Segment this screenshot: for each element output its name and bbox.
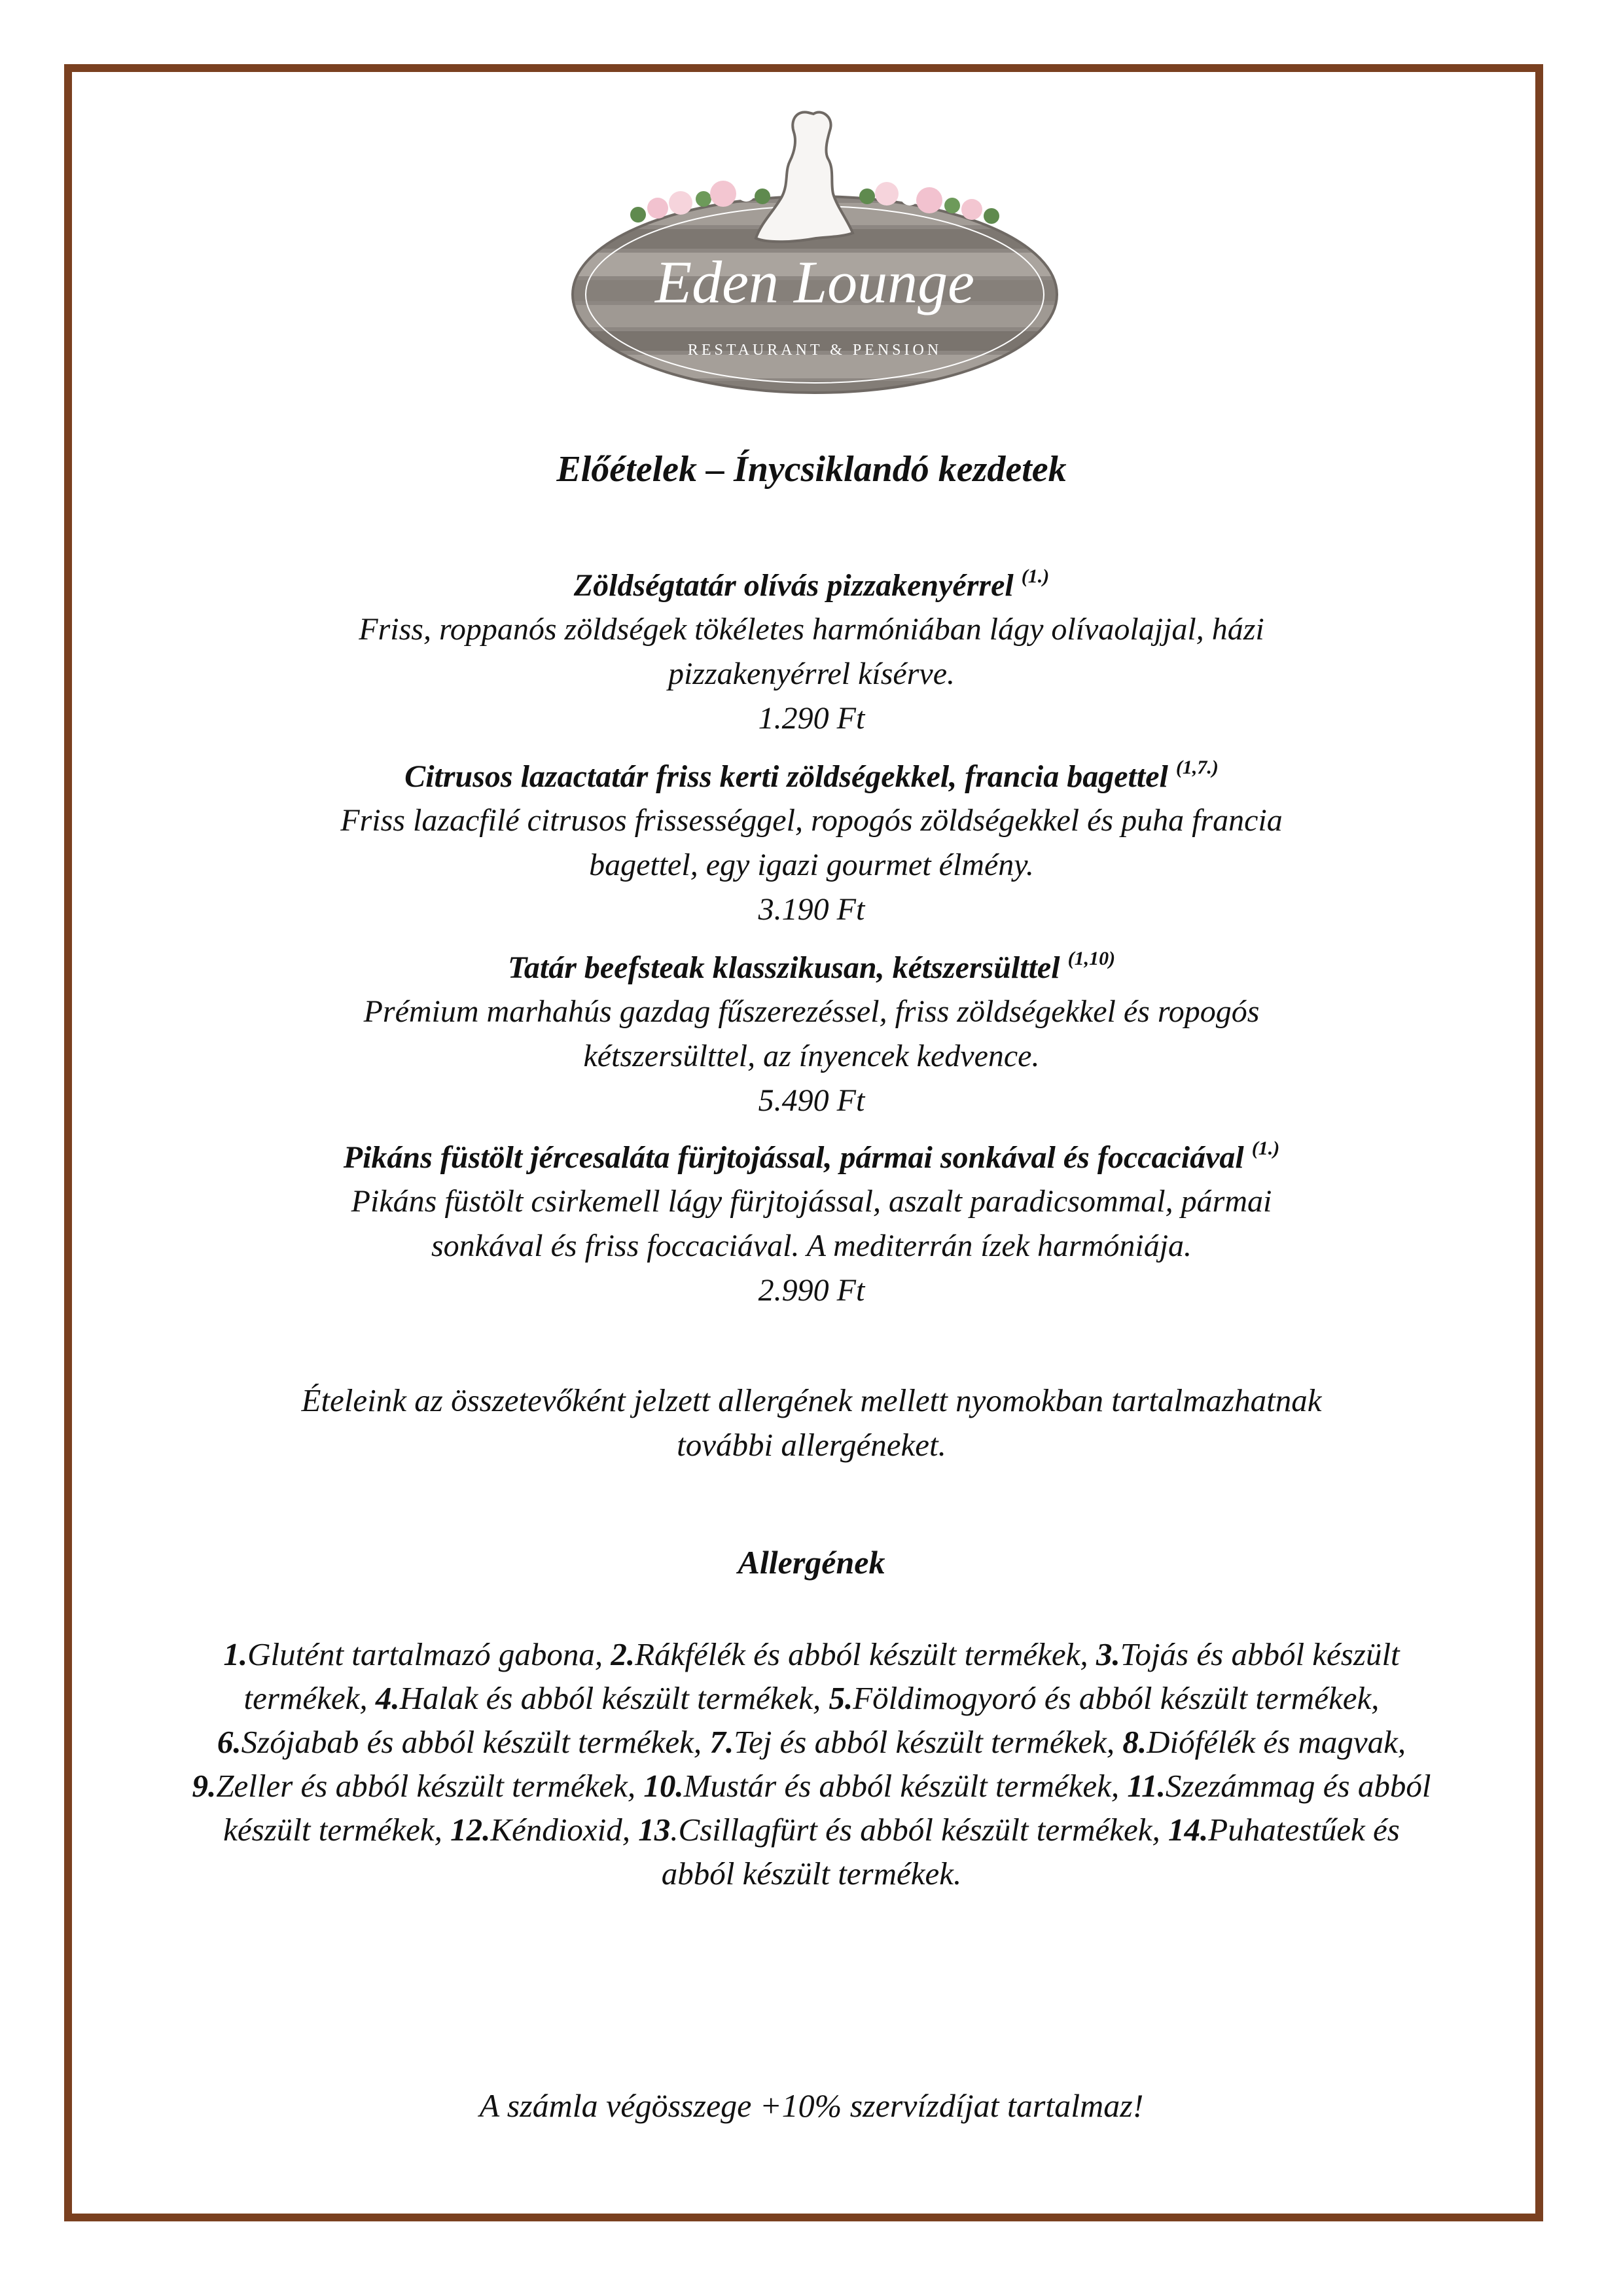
allergens-title: Allergének [738,1544,885,1581]
menu-item [164,1127,1459,1313]
allergen-list: 1.Glutént tartalmazó gabona, 2.Rákfélék és abból készült termékek, 3.Tojás és abból készült termékek, 4.Halak és abból készült termékek, 5.Földimogyoró és abból készült termékek, 6.Szójabab és abból készült termékek, 7.Tej és abból készült termékek, 8.Diófélék és magvak, 9.Zeller és abból készült termékek, 10.Mustár és abból készült termékek, 11.Szezámmag és abból készült termékek, 12.Kéndioxid, 13.Csillagfürt és abból készült termékek, 14.Puhatestűek és abból készült termékek. [192,1636,1431,1892]
dish-price: 1.290 Ft [758,701,865,736]
dish-description: Pikáns füstölt csirkemell lágy fürjtojással, aszalt paradicsommal, pármai sonkával és friss foccaciával. A mediterrán ízek harmóniája. [351,1184,1272,1263]
dish-price: 5.490 Ft [758,1083,865,1118]
dish-description: Friss, roppanós zöldségek tökéletes harmóniában lágy olívaolajjal, házi pizzakenyérrel kísérve. [359,612,1264,691]
menu-item [164,937,1459,1123]
dish-name: Tatár beefsteak klasszikusan, kétszersülttel $^{(1,10)}$ [507,948,1116,985]
dish-name: Pikáns füstölt jércesaláta fürjtojással, pármai sonkával és foccaciával $^{(1.)}$ [343,1138,1280,1175]
service-charge-note: A számla végösszege +10% szervízdíjat tartalmaz! [479,2087,1144,2124]
section-title: Előételek – Ínycsiklandó kezdetek [556,449,1067,490]
couple-silhouette-icon [756,112,853,242]
allergen-code: (1,7.) [1175,757,1219,778]
eden-lounge-logo [560,98,1070,399]
allergen-code: (1,10) [1067,948,1116,969]
allergen-code: (1.) [1021,565,1050,587]
menu-item [164,746,1459,932]
dish-description: Friss lazacfilé citrusos frissességgel, ropogós zöldségekkel és puha francia bagettel, egy igazi gourmet élmény. [340,803,1283,882]
dish-name: Citrusos lazactatár friss kerti zöldségekkel, francia bagettel $^{(1,7.)}$ [404,757,1219,794]
allergen-code: (1.) [1251,1138,1280,1159]
dish-description: Prémium marhahús gazdag fűszerezéssel, friss zöldségekkel és ropogós kétszersülttel, az ínyencek kedvence. [363,994,1260,1073]
logo-name: Eden Lounge [654,249,975,315]
allergen-warning: Ételeink az összetevőként jelzett allergének mellett nyomokban tartalmazhatnak további allergéneket. [301,1382,1322,1463]
logo-tagline: RESTAURANT & PENSION [687,342,942,359]
menu-item [164,555,1459,741]
dish-price: 3.190 Ft [758,892,865,927]
dish-name: Zöldségtatár olívás pizzakenyérrel $^{(1.)}$ [573,565,1050,603]
dish-price: 2.990 Ft [758,1273,865,1308]
